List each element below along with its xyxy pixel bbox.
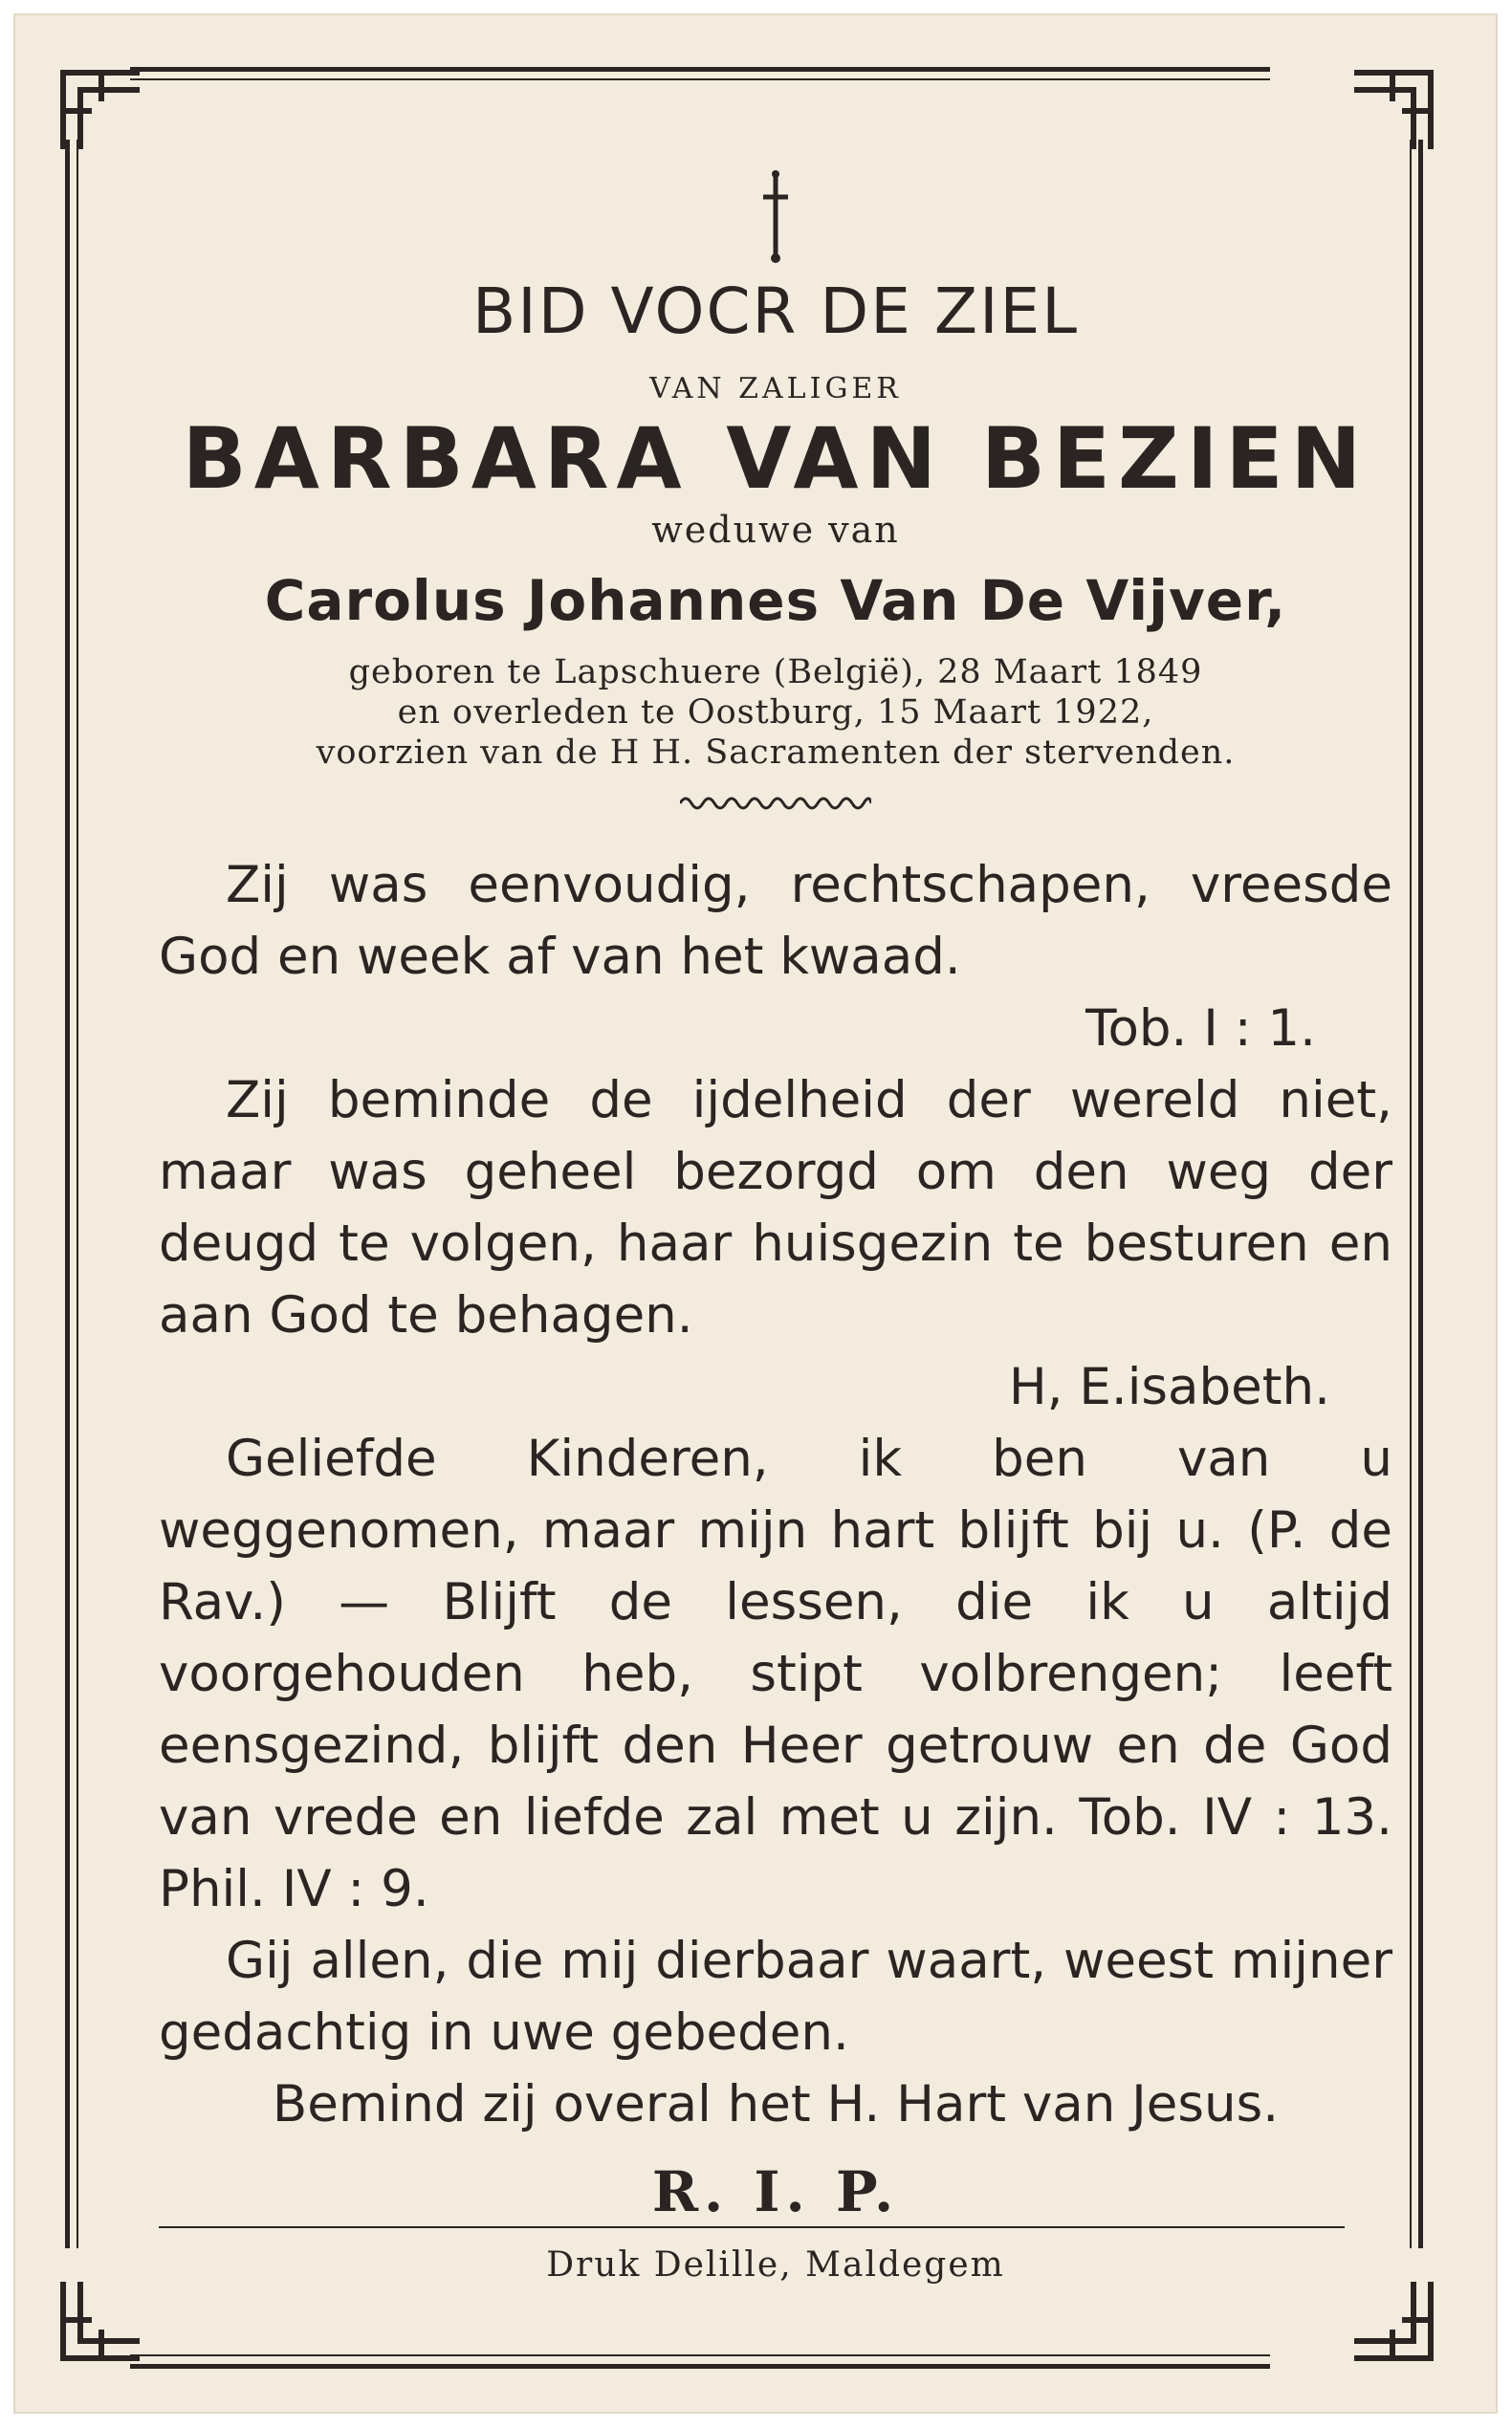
frame-right-inner [1410, 140, 1412, 2248]
cross-icon [759, 168, 792, 264]
scripture-reference: H, E.isabeth. [1008, 1358, 1330, 1417]
corner-ornament-icon [44, 54, 149, 159]
body-text [159, 849, 1392, 2140]
heading: BID VOCR DE ZIEL [471, 274, 1080, 348]
scripture-reference: Tob. I : 1. [1085, 999, 1316, 1059]
corner-ornament-icon [44, 2272, 149, 2377]
rip: R. I. P. [651, 2159, 900, 2225]
paragraph: Zij beminde de ijdelheid der wereld niet, maar was geheel bezorgd om den weg der deugd te volgen, haar huisgezin te besturen en aan God te behagen. [159, 1071, 1392, 1346]
corner-ornament-icon [1345, 2272, 1450, 2377]
paragraph: Gij allen, die mij dierbaar waart, weest mijner gedachtig in uwe gebeden. [159, 1932, 1392, 2063]
frame-bottom-inner [130, 2354, 1270, 2356]
memorial-card [13, 13, 1498, 2414]
corner-ornament-icon [1345, 54, 1450, 159]
printer-credit: Druk Delille, Maldegem [546, 2245, 1005, 2285]
weduwe-van: weduwe van [651, 509, 900, 552]
van-zaliger: VAN ZALIGER [649, 371, 902, 405]
info-line: voorzien van de H H. Sacramenten der stervenden. [316, 733, 1236, 773]
frame-left-inner [77, 140, 78, 2248]
frame-bottom-outer [130, 2364, 1270, 2369]
printer-rule-top [159, 2226, 1345, 2228]
card-content [159, 168, 1392, 2224]
paragraph: Bemind zij overal het H. Hart van Jesus. [272, 2075, 1280, 2134]
husband-name: Carolus Johannes Van De Vijver, [264, 568, 1287, 634]
info-line: geboren te Lapschuere (België), 28 Maart 1849 [348, 653, 1203, 692]
frame-top-inner [130, 78, 1270, 80]
squiggle-divider-icon [680, 792, 871, 811]
frame-top-outer [130, 67, 1270, 72]
info-line: en overleden te Oostburg, 15 Maart 1922, [397, 693, 1154, 733]
deceased-name: BARBARA VAN BEZIEN [182, 408, 1370, 508]
frame-right-outer [1418, 140, 1423, 2248]
paragraph: Zij was eenvoudig, rechtschapen, vreesde God en week af van het kwaad. [159, 856, 1392, 987]
frame-left-outer [65, 140, 70, 2248]
paragraph: Geliefde Kinderen, ik ben van u weggenomen, maar mijn hart blijft bij u. (P. de Rav.) — Blijft de lessen, die ik u altijd voorgehouden heb, stipt volbrengen; leeft eensgezind, blijft den Heer getrouw en de God van vrede en liefde zal met u zijn. Tob. IV : 13. Phil. IV : 9. [159, 1430, 1392, 1919]
